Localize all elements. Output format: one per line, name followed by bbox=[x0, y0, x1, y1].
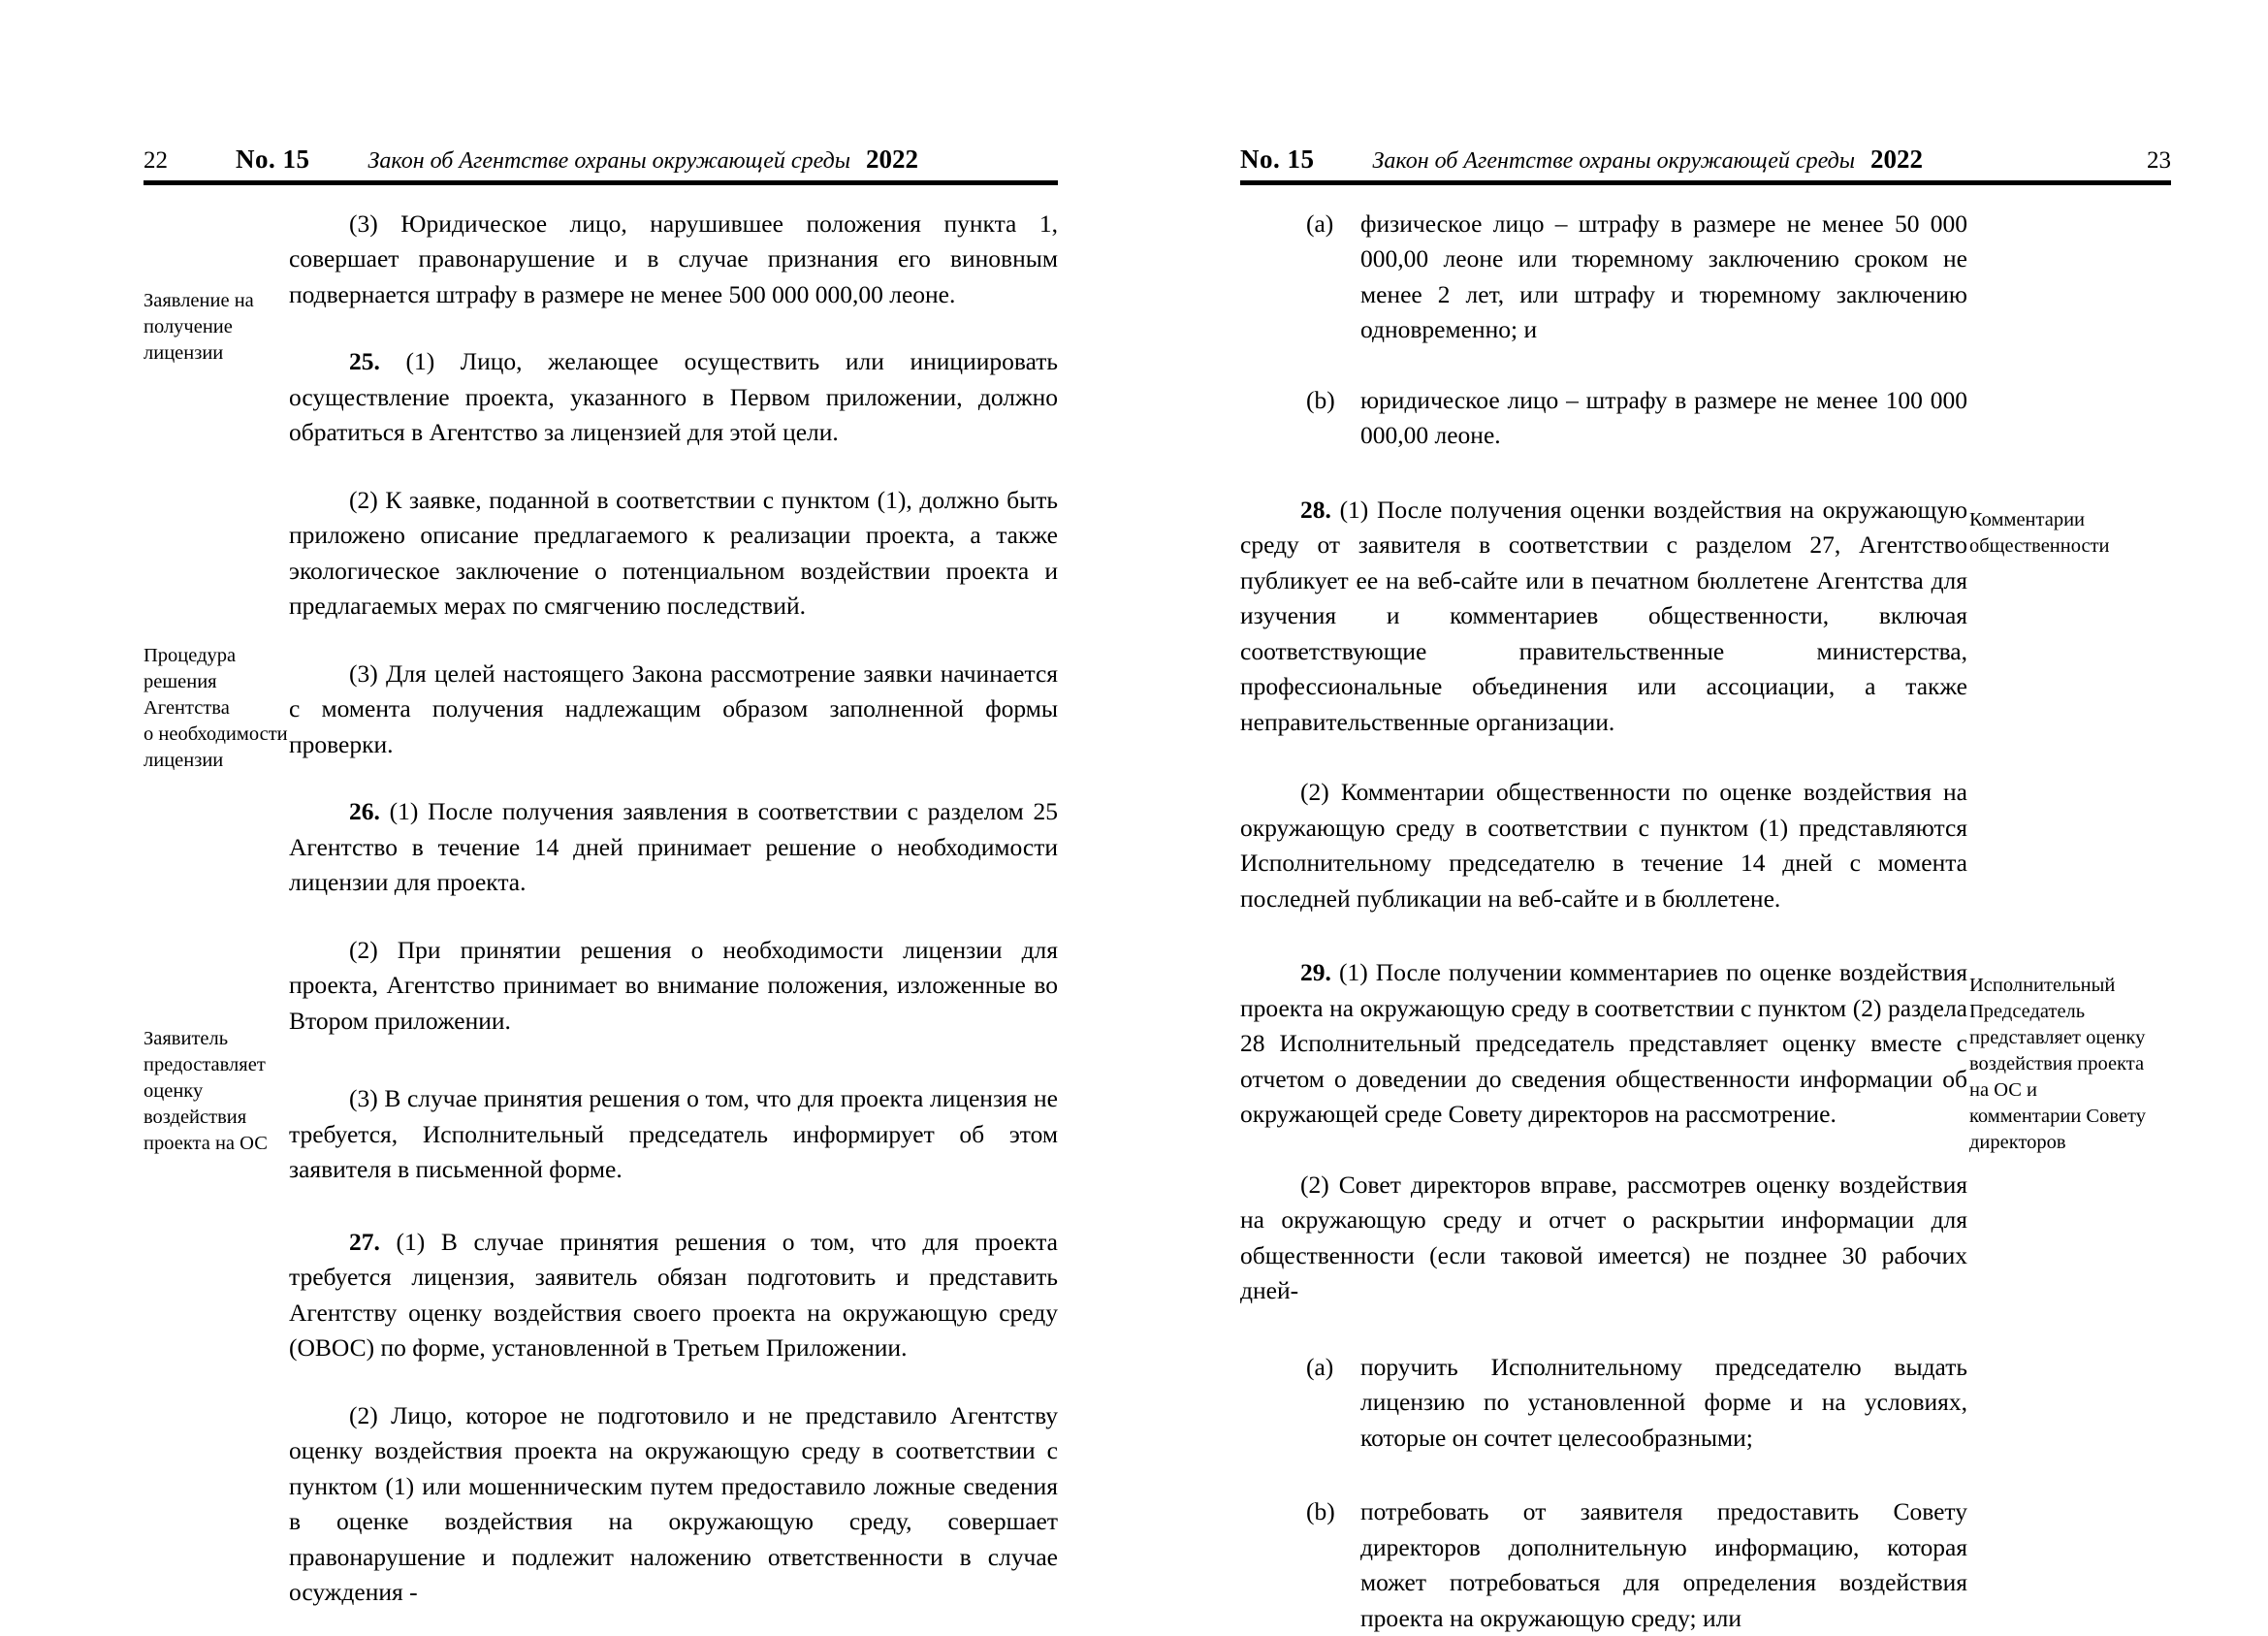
sidenote-public-comments: Комментарии общественности bbox=[1969, 508, 2110, 557]
sidenote-applicant-submits-eia: Заявитель предоставляет оценку воздействия проекта на ОС bbox=[144, 1027, 268, 1154]
item-marker-a-2: (a) bbox=[1306, 1352, 1334, 1381]
sidenote-chairman-submits-eia-and-comments: Исполнительный Председатель представляет оценку воздействия проекта на ОС и комментарии Совету директоров bbox=[1969, 974, 2146, 1153]
para-25-3: (3) Для целей настоящего Закона рассмотрение заявки начинается с момента получения надлежащим образом заполненной формы проверки. bbox=[289, 658, 1058, 758]
para-25-1-text: (1) Лицо, желающее осуществить или инициировать осуществление проекта, указанного в Первом приложении, должно обратиться в Агентство за лицензией для этой цели. bbox=[289, 347, 1058, 447]
item-marker-a: (a) bbox=[1306, 209, 1334, 238]
text-column-left bbox=[289, 207, 1058, 1611]
short-title-right: Закон об Агентстве охраны окружающей среды bbox=[1372, 148, 1856, 174]
running-head-left bbox=[144, 145, 1058, 175]
body-left bbox=[144, 207, 1058, 1611]
para-26-2: (2) При принятии решения о необходимости лицензии для проекта, Агентство принимает во внимание положения, изложенные во Втором приложении. bbox=[289, 935, 1058, 1035]
item-marker-b: (b) bbox=[1306, 385, 1335, 414]
para-29-1 bbox=[1240, 955, 1967, 1133]
act-number-left: No. 15 bbox=[236, 144, 310, 174]
para-26-1 bbox=[289, 794, 1058, 901]
section-number-25: 25. bbox=[349, 347, 380, 376]
para-28-1-text: (1) После получения оценки воздействия на окружающую среду от заявителя в соответствии с разделом 27, Агентство публикует ее на веб-сайте или в печатном бюллетене Агентства для изучения и комментариев общественности, включая соответствующие правительственные министерства, профессиональные объединения или ассоциации, а также неправительственные организации. bbox=[1240, 495, 1968, 736]
page-right bbox=[1134, 0, 2268, 1632]
year-right: 2022 bbox=[1870, 144, 1924, 174]
item-29-2-b-text: потребовать от заявителя предоставить Совету директоров дополнительную информацию, которая может потребоваться для определения воздействия проекта на окружающую среду; или bbox=[1360, 1497, 1967, 1632]
para-27-1-text: (1) В случае принятия решения о том, что для проекта требуется лицензия, заявитель обязан подготовить и представить Агентству оценку воздействия своего проекта на окружающую среду (ОВОС) по форме, установленной в Третьем Приложении. bbox=[289, 1227, 1058, 1363]
year-left: 2022 bbox=[866, 144, 919, 174]
item-29-2-a-text: поручить Исполнительному председателю выдать лицензию по установленной форме и на условиях, которые он сочтет целесообразными; bbox=[1360, 1352, 1967, 1452]
section-number-28: 28. bbox=[1300, 495, 1331, 524]
section-number-29: 29. bbox=[1300, 958, 1331, 987]
para-26-1-text: (1) После получения заявления в соответствии с разделом 25 Агентство в течение 14 дней принимает решение о необходимости лицензии для проекта. bbox=[289, 797, 1058, 897]
para-29-2: (2) Совет директоров вправе, рассмотрев оценку воздействия на окружающую среду и отчет о раскрытии информации для общественности (если таковой имеется) не позднее 30 рабочих дней- bbox=[1240, 1170, 1967, 1305]
para-25-1 bbox=[289, 344, 1058, 451]
page-left bbox=[0, 0, 1134, 1607]
act-number-right: No. 15 bbox=[1240, 144, 1315, 174]
para-26-3: (3) В случае принятия решения о том, что для проекта лицензия не требуется, Исполнительный председатель информирует об этом заявителя в письменной форме. bbox=[289, 1084, 1058, 1184]
item-27-2-a-text: физическое лицо – штрафу в размере не менее 50 000 000,00 леоне или тюремному заключению сроком не менее 2 лет, или штрафу и тюремному заключению одновременно; и bbox=[1360, 209, 1967, 344]
item-29-2-b bbox=[1240, 1494, 1967, 1636]
item-27-2-b bbox=[1240, 383, 1967, 454]
sidenote-licence-application: Заявление на получение лицензии bbox=[144, 289, 254, 364]
short-title-left: Закон об Агентстве охраны окружающей среды bbox=[367, 148, 851, 174]
text-column-right bbox=[1240, 207, 1967, 1636]
item-27-2-b-text: юридическое лицо – штрафу в размере не менее 100 000 000,00 леоне. bbox=[1360, 385, 1967, 450]
para-27-1 bbox=[289, 1225, 1058, 1366]
para-27-2: (2) Лицо, которое не подготовило и не представило Агентству оценку воздействия проекта на окружающую среду в соответствии с пунктом (1) или мошенническим путем предоставило ложные сведения в оценке воздействия на окружающую среду, совершает правонарушение и подлежит наложению ответственности в случае осуждения - bbox=[289, 1400, 1058, 1607]
header-rule-right bbox=[1240, 180, 2171, 185]
section-number-27: 27. bbox=[349, 1227, 380, 1256]
para-28-1 bbox=[1240, 493, 1967, 741]
para-29-1-text: (1) После получении комментариев по оценке воздействия проекта на окружающую среду в соответствии с пунктом (2) раздела 28 Исполнительный председатель представляет оценку вместе с отчетом о доведении до сведения общественности информации об окружающей среде Совету директоров на рассмотрение. bbox=[1240, 958, 1968, 1129]
sidenote-agency-decision-procedure: Процедура решения Агентства о необходимости лицензии bbox=[144, 644, 288, 771]
running-head-right bbox=[1240, 145, 2171, 175]
section-number-26: 26. bbox=[349, 797, 380, 826]
body-right bbox=[1240, 207, 2171, 1636]
item-29-2-a bbox=[1240, 1350, 1967, 1457]
para-24-3: (3) Юридическое лицо, нарушившее положения пункта 1, совершает правонарушение и в случае признания его виновным подвернается штрафу в размере не менее 500 000 000,00 леоне. bbox=[289, 209, 1058, 308]
folio-right: 23 bbox=[2147, 147, 2171, 174]
item-27-2-a bbox=[1240, 207, 1967, 348]
para-28-2: (2) Комментарии общественности по оценке воздействия на окружающую среду в соответствии с пунктом (1) представляются Исполнительному председателю в течение 14 дней с момента последней публикации на веб-сайте и в бюллетене. bbox=[1240, 778, 1967, 913]
header-rule-left bbox=[144, 180, 1058, 185]
item-marker-b-2: (b) bbox=[1306, 1497, 1335, 1526]
folio-left: 22 bbox=[144, 147, 168, 174]
para-25-2: (2) К заявке, поданной в соответствии с пунктом (1), должно быть приложено описание предлагаемого к реализации проекта, а также экологическое заключение о потенциальном воздействии проекта и предлагаемых мерах по смягчению последствий. bbox=[289, 485, 1058, 621]
